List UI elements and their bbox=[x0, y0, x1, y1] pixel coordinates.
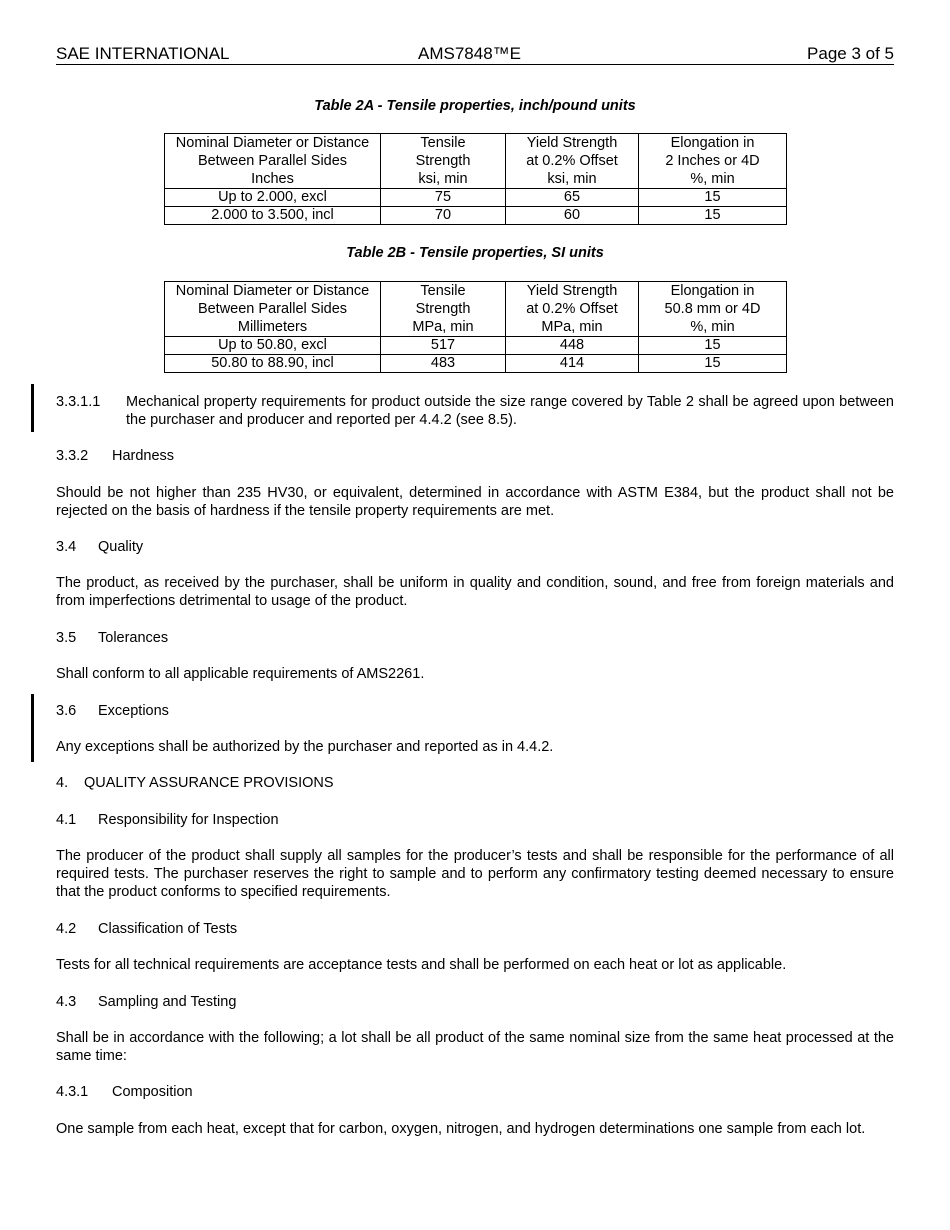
section-number: 4.3 bbox=[56, 994, 77, 1010]
table-cell: 448 bbox=[506, 337, 639, 355]
table-cell: Up to 2.000, excl bbox=[165, 189, 381, 207]
table-cell: 70 bbox=[381, 207, 506, 225]
page-header bbox=[56, 44, 894, 65]
section-3-3-1-1 bbox=[56, 393, 894, 429]
section-text-3-4: The product, as received by the purchaser, shall be uniform in quality and condition, sound, and free from foreign materials and from imperfections detrimental to usage of the product. bbox=[56, 575, 894, 609]
section-title: Responsibility for Inspection bbox=[98, 812, 279, 828]
header-doc-number: AMS7848™E bbox=[418, 44, 521, 63]
header-cell: Tensile Strength ksi, min bbox=[381, 134, 506, 189]
section-heading-3-4 bbox=[56, 538, 894, 556]
section-number: 4.1 bbox=[56, 812, 77, 828]
section-text-4-3: Shall be in accordance with the following; a lot shall be all product of the same nominal size from the same heat processed at the same time: bbox=[56, 1030, 894, 1064]
table-cell: 60 bbox=[506, 207, 639, 225]
header-cell: Yield Strength at 0.2% Offset MPa, min bbox=[506, 282, 639, 337]
section-number: 3.4 bbox=[56, 539, 77, 555]
header-page-number: Page 3 of 5 bbox=[807, 44, 894, 63]
table-cell: 15 bbox=[639, 207, 787, 225]
section-title: Exceptions bbox=[98, 703, 169, 719]
section-title: Sampling and Testing bbox=[98, 994, 237, 1010]
header-org: SAE INTERNATIONAL bbox=[56, 44, 230, 63]
section-text-4-3-1: One sample from each heat, except that for carbon, oxygen, nitrogen, and hydrogen determinations one sample from each lot. bbox=[56, 1121, 866, 1137]
section-text-3-5: Shall conform to all applicable requirements of AMS2261. bbox=[56, 666, 425, 682]
section-number: 3.6 bbox=[56, 703, 77, 719]
header-cell: Nominal Diameter or Distance Between Parallel Sides Inches bbox=[165, 134, 381, 189]
section-heading-4-2 bbox=[56, 920, 894, 938]
table-row bbox=[165, 189, 787, 207]
header-cell: Tensile Strength MPa, min bbox=[381, 282, 506, 337]
header-cell: Elongation in 2 Inches or 4D %, min bbox=[639, 134, 787, 189]
section-text-3-6: Any exceptions shall be authorized by the purchaser and reported as in 4.4.2. bbox=[56, 739, 554, 755]
table-header-row bbox=[165, 282, 787, 337]
section-title: Composition bbox=[112, 1084, 193, 1100]
revision-bar bbox=[31, 694, 34, 762]
table-2b-caption: Table 2B - Tensile properties, SI units bbox=[346, 245, 604, 261]
table-cell: 517 bbox=[381, 337, 506, 355]
section-title: Hardness bbox=[112, 448, 175, 464]
table-2a bbox=[164, 133, 787, 225]
section-heading-4 bbox=[56, 774, 894, 792]
section-title: Tolerances bbox=[98, 630, 169, 646]
section-heading-4-3 bbox=[56, 993, 894, 1011]
header-cell: Elongation in 50.8 mm or 4D %, min bbox=[639, 282, 787, 337]
header-cell: Yield Strength at 0.2% Offset ksi, min bbox=[506, 134, 639, 189]
section-title: Quality bbox=[98, 539, 144, 555]
section-heading-4-1 bbox=[56, 811, 894, 829]
section-number: 3.3.1.1 bbox=[56, 394, 101, 410]
table-header-row bbox=[165, 134, 787, 189]
table-2b bbox=[164, 281, 787, 373]
section-title: Classification of Tests bbox=[98, 921, 238, 937]
table-cell: Up to 50.80, excl bbox=[165, 337, 381, 355]
section-heading-3-5 bbox=[56, 629, 894, 647]
section-heading-3-6 bbox=[56, 702, 894, 720]
section-heading-3-3-2 bbox=[56, 447, 894, 465]
table-row bbox=[165, 207, 787, 225]
table-cell: 2.000 to 3.500, incl bbox=[165, 207, 381, 225]
table-2a-caption: Table 2A - Tensile properties, inch/pound units bbox=[314, 98, 636, 114]
table-row bbox=[165, 337, 787, 355]
table-cell: 15 bbox=[639, 189, 787, 207]
section-heading-4-3-1 bbox=[56, 1083, 894, 1101]
header-cell: Nominal Diameter or Distance Between Parallel Sides Millimeters bbox=[165, 282, 381, 337]
table-cell: 15 bbox=[639, 337, 787, 355]
section-number: 4. bbox=[56, 775, 69, 791]
table-cell: 414 bbox=[506, 355, 639, 373]
section-title: QUALITY ASSURANCE PROVISIONS bbox=[84, 775, 334, 791]
revision-bar bbox=[31, 384, 34, 432]
table-cell: 65 bbox=[506, 189, 639, 207]
section-text-3-3-2: Should be not higher than 235 HV30, or equivalent, determined in accordance with ASTM E384, but the product shall not be rejected on the basis of hardness if the tensile property requirements are met. bbox=[56, 485, 894, 519]
section-number: 3.5 bbox=[56, 630, 77, 646]
section-number: 3.3.2 bbox=[56, 448, 89, 464]
table-cell: 483 bbox=[381, 355, 506, 373]
section-number: 4.3.1 bbox=[56, 1084, 89, 1100]
table-cell: 15 bbox=[639, 355, 787, 373]
section-text: Mechanical property requirements for product outside the size range covered by Table 2 shall be agreed upon between the purchaser and producer and reported per 4.4.2 (see 8.5). bbox=[126, 394, 894, 428]
table-row bbox=[165, 355, 787, 373]
section-text-4-2: Tests for all technical requirements are acceptance tests and shall be performed on each heat or lot as applicable. bbox=[56, 957, 787, 973]
section-number: 4.2 bbox=[56, 921, 77, 937]
table-cell: 50.80 to 88.90, incl bbox=[165, 355, 381, 373]
section-text-4-1: The producer of the product shall supply all samples for the producer’s tests and shall be responsible for the performance of all required tests. The purchaser reserves the right to sample and to perform any confirmatory testing deemed necessary to ensure that the product conforms to specified requirements. bbox=[56, 848, 894, 900]
table-cell: 75 bbox=[381, 189, 506, 207]
